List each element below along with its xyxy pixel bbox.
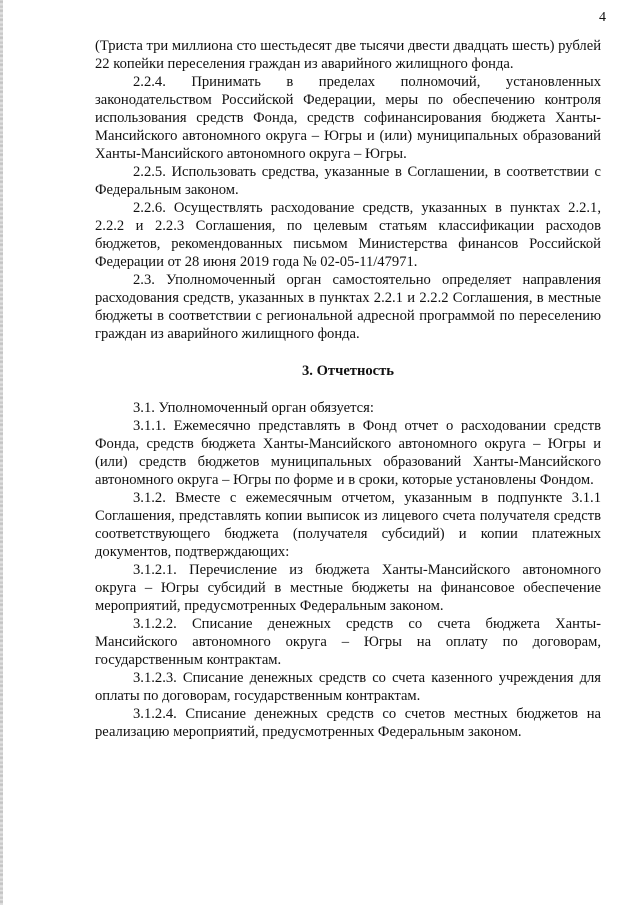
paragraph-2-2-6: 2.2.6. Осуществлять расходование средств, указанных в пунктах 2.2.1, 2.2.2 и 2.2.3 Соглашения, по целевым статьям классификации расходов бюджетов, рекомендованных письмом Министерства финансов Российской Федерации от 28 июня 2019 года № 02-05-11/47971. (95, 200, 601, 270)
paragraph-3-1-2-4: 3.1.2.4. Списание денежных средств со счетов местных бюджетов на реализацию мероприятий, предусмотренных Федеральным законом. (95, 706, 601, 740)
paragraph-2-2-5: 2.2.5. Использовать средства, указанные в Соглашении, в соответствии с Федеральным законом. (95, 164, 601, 198)
paragraph-3-1-2: 3.1.2. Вместе с ежемесячным отчетом, указанным в подпункте 3.1.1 Соглашения, представлять копии выписок из лицевого счета получателя средств соответствующего бюджета (получателя субсидий) и копии платежных документов, подтверждающих: (95, 490, 601, 560)
paragraph-2-3: 2.3. Уполномоченный орган самостоятельно определяет направления расходования средств, указанных в пунктах 2.2.1 и 2.2.2 Соглашения, в местные бюджеты в соответствии с региональной адресной программой по переселению граждан из аварийного жилищного фонда. (95, 272, 601, 342)
paragraph-3-1-2-2: 3.1.2.2. Списание денежных средств со счета бюджета Ханты-Мансийского автономного округа – Югры на оплату по договорам, государственным контрактам. (95, 616, 601, 668)
scan-edge (0, 0, 3, 905)
paragraph-3-1-2-1: 3.1.2.1. Перечисление из бюджета Ханты-Мансийского автономного округа – Югры субсидий в местные бюджеты на финансовое обеспечение мероприятий, предусмотренных Федеральным законом. (95, 562, 601, 614)
document-body (95, 37, 601, 741)
paragraph-amount-continuation: (Триста три миллиона сто шестьдесят две тысячи двести двадцать шесть) рублей 22 копейки переселения граждан из аварийного жилищного фонда. (95, 38, 601, 72)
section-heading-reporting: 3. Отчетность (301, 363, 395, 379)
paragraph-3-1-1: 3.1.1. Ежемесячно представлять в Фонд отчет о расходовании средств Фонда, средств бюджета Ханты-Мансийского автономного округа – Югры и (или) средств бюджетов муниципальных образований Ханты-Мансийского автономного округа – Югры по форме и в сроки, которые установлены Фондом. (95, 418, 601, 488)
paragraph-2-2-4: 2.2.4. Принимать в пределах полномочий, установленных законодательством Российской Федерации, меры по обеспечению контроля использования средств Фонда, средств софинансирования бюджета Ханты-Мансийского автономного округа – Югры и (или) муниципальных образований Ханты-Мансийского автономного округа – Югры. (95, 74, 601, 162)
paragraph-3-1-2-3: 3.1.2.3. Списание денежных средств со счета казенного учреждения для оплаты по договорам, государственным контрактам. (95, 670, 601, 704)
paragraph-3-1: 3.1. Уполномоченный орган обязуется: (133, 400, 374, 416)
page-number: 4 (599, 10, 606, 25)
